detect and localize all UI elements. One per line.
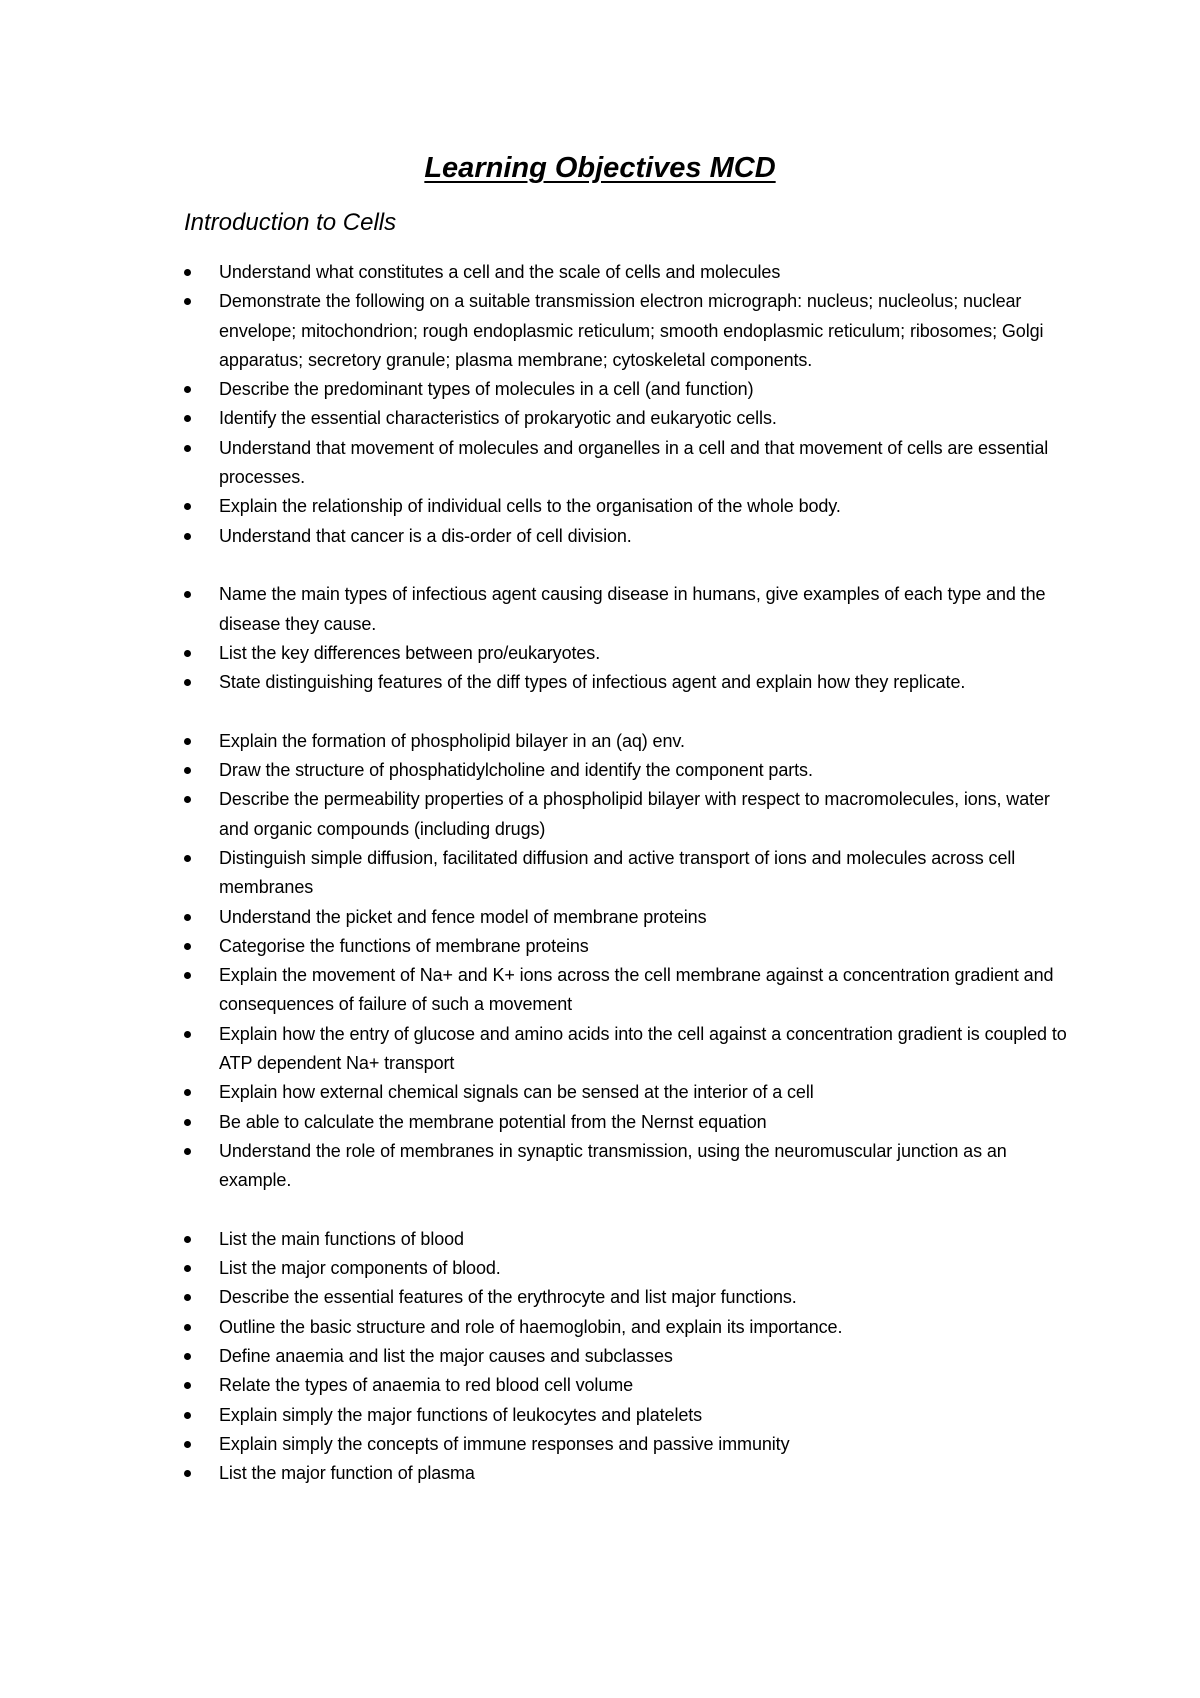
objective-text: Explain the relationship of individual cells to the organisation of the whole body. [219,496,841,517]
objective-text: Be able to calculate the membrane potential from the Nernst equation [219,1111,767,1132]
bullet-icon [184,1265,191,1272]
bullet-icon [184,269,191,276]
objective-item [0,844,1069,903]
objective-group [0,727,1200,1196]
objective-text: Demonstrate the following on a suitable transmission electron micrograph: nucleus; nucleolus; nuclear envelope; mitochondrion; rough endoplasmic reticulum; smooth endoplasmic reticulum; ribosomes; Golgi apparatus; secretory granule; plasma membrane; cytoskeletal components. [219,291,1044,370]
objective-text: Explain the movement of Na+ and K+ ions across the cell membrane against a concentration gradient and consequences of failure of such a movement [219,965,1054,1015]
bullet-icon [184,1382,191,1389]
objective-item [0,375,1069,404]
objective-item [0,1371,1069,1400]
objective-text: Explain the formation of phospholipid bilayer in an (aq) env. [219,730,685,751]
objective-item [0,727,1069,756]
objective-item [0,258,1069,287]
objective-group [0,1225,1200,1489]
objective-item [0,903,1069,932]
objective-item [0,961,1069,1020]
objective-text: Name the main types of infectious agent causing disease in humans, give examples of each type and the disease they cause. [219,584,1046,634]
objective-item [0,1313,1069,1342]
bullet-icon [184,650,191,657]
bullet-icon [184,1324,191,1331]
bullet-icon [184,1441,191,1448]
objective-text: List the major function of plasma [219,1463,475,1484]
document-title: Learning Objectives MCD [424,152,776,184]
objective-item [0,1137,1069,1196]
objective-text: Understand the picket and fence model of membrane proteins [219,906,707,927]
objective-text: List the major components of blood. [219,1258,501,1279]
objective-item [0,1342,1069,1371]
bullet-icon [184,914,191,921]
objective-text: Describe the essential features of the erythrocyte and list major functions. [219,1287,797,1308]
objective-text: Understand that cancer is a dis-order of cell division. [219,525,632,546]
objective-item [0,522,1069,551]
objective-group [0,258,1200,551]
objective-item [0,1108,1069,1137]
section-heading: Introduction to Cells [184,209,397,236]
objective-item [0,1225,1069,1254]
bullet-icon [184,738,191,745]
bullet-icon [184,298,191,305]
objective-item [0,756,1069,785]
objective-item [0,1283,1069,1312]
bullet-icon [184,1412,191,1419]
objective-group [0,580,1200,697]
objective-item [0,668,1069,697]
objective-item [0,1401,1069,1430]
objective-item [0,580,1069,639]
objective-text: Distinguish simple diffusion, facilitated diffusion and active transport of ions and molecules across cell membranes [219,847,1016,898]
bullet-icon [184,1089,191,1096]
bullet-icon [184,1148,191,1155]
objective-text: Describe the predominant types of molecules in a cell (and function) [219,379,754,400]
bullet-icon [184,1353,191,1360]
objective-text: Outline the basic structure and role of haemoglobin, and explain its importance. [219,1316,843,1337]
bullet-icon [184,1119,191,1126]
objective-item [0,785,1069,844]
objective-text: Understand what constitutes a cell and the scale of cells and molecules [219,262,781,282]
objective-text: Explain simply the major functions of leukocytes and platelets [219,1404,703,1425]
bullet-icon [184,943,191,950]
objective-text: Describe the permeability properties of a phospholipid bilayer with respect to macromolecules, ions, water and organic compounds (including drugs) [219,789,1050,839]
bullet-icon [184,386,191,393]
objective-text: Understand that movement of molecules and organelles in a cell and that movement of cells are essential processes. [219,437,1049,488]
objective-item [0,1430,1069,1459]
bullet-icon [184,767,191,774]
objective-item [0,1254,1069,1283]
bullet-icon [184,1294,191,1301]
objective-text: Draw the structure of phosphatidylcholine and identify the component parts. [219,760,813,781]
bullet-icon [184,1031,191,1038]
bullet-icon [184,1470,191,1477]
bullet-icon [184,415,191,422]
bullet-icon [184,503,191,510]
bullet-icon [184,796,191,803]
objective-text: State distinguishing features of the diff types of infectious agent and explain how they replicate. [219,672,966,693]
objective-text: Understand the role of membranes in synaptic transmission, using the neuromuscular junction as an example. [219,1140,1007,1191]
objective-item [0,932,1069,961]
objective-item [0,287,1069,375]
bullet-icon [184,972,191,979]
objective-text: Relate the types of anaemia to red blood cell volume [219,1375,634,1396]
objectives-list [0,258,1200,1518]
bullet-icon [184,533,191,540]
objective-text: List the main functions of blood [219,1228,464,1249]
objective-text: Define anaemia and list the major causes and subclasses [219,1345,673,1366]
bullet-icon [184,855,191,862]
objective-item [0,492,1069,521]
objective-item [0,434,1069,493]
objective-text: Explain how external chemical signals can be sensed at the interior of a cell [219,1082,814,1103]
objective-text: List the key differences between pro/eukaryotes. [219,642,601,663]
objective-item [0,1020,1069,1079]
objective-item [0,404,1069,433]
objective-item [0,639,1069,668]
bullet-icon [184,679,191,686]
objective-text: Identify the essential characteristics of prokaryotic and eukaryotic cells. [219,408,777,429]
bullet-icon [184,1236,191,1243]
objective-text: Explain simply the concepts of immune responses and passive immunity [219,1433,790,1454]
objective-text: Categorise the functions of membrane proteins [219,935,589,956]
objective-text: Explain how the entry of glucose and amino acids into the cell against a concentration gradient is coupled to ATP dependent Na+ transport [219,1023,1067,1074]
bullet-icon [184,445,191,452]
objective-item [0,1459,1069,1488]
objective-item [0,1078,1069,1107]
bullet-icon [184,591,191,598]
